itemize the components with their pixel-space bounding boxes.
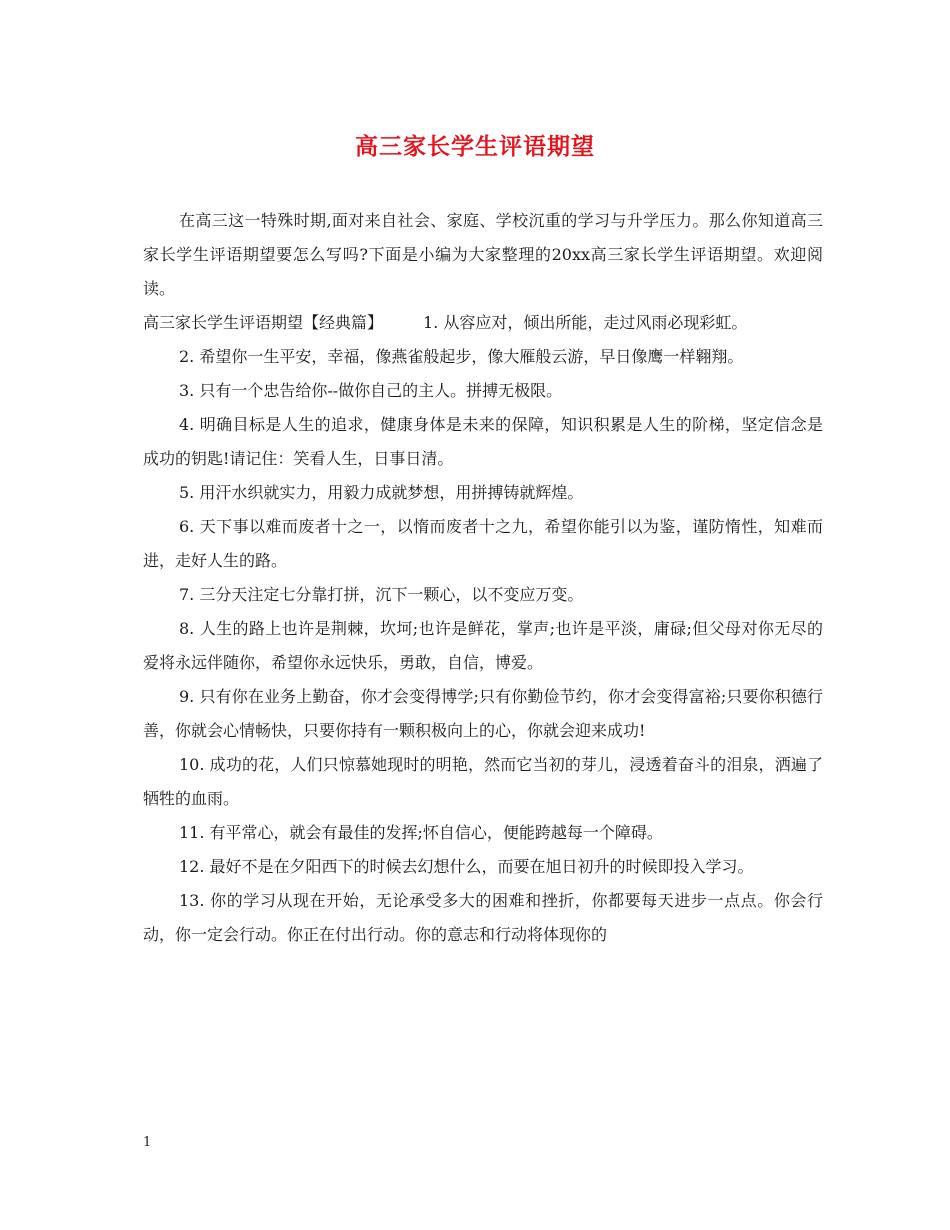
classic-section-paragraph — [143, 306, 823, 340]
section-heading: 高三家长学生评语期望【经典篇】 — [143, 313, 384, 332]
list-item: 5. 用汗水织就实力，用毅力成就梦想，用拼搏铸就辉煌。 — [179, 483, 584, 502]
list-item: 9. 只有你在业务上勤奋，你才会变得博学;只有你勤俭节约，你才会变得富裕;只要你积德行善，你就会心情畅快，只要你持有一颗积极向上的心，你就会迎来成功! — [143, 687, 823, 740]
list-item: 3. 只有一个忠告给你--做你自己的主人。拼搏无极限。 — [179, 381, 563, 400]
list-item: 2. 希望你一生平安，幸福，像燕雀般起步，像大雁般云游，早日像鹰一样翱翔。 — [179, 347, 744, 366]
list-item: 7. 三分天注定七分靠打拼，沉下一颗心，以不变应万变。 — [179, 585, 584, 604]
intro-paragraph: 在高三这一特殊时期,面对来自社会、家庭、学校沉重的学习与升学压力。那么你知道高三家长学生评语期望要怎么写吗?下面是小编为大家整理的20xx高三家长学生评语期望。欢迎阅读。 — [143, 211, 823, 298]
list-item: 1. 从容应对，倾出所能，走过风雨必现彩虹。 — [423, 313, 748, 332]
list-item: 12. 最好不是在夕阳西下的时候去幻想什么，而要在旭日初升的时候即投入学习。 — [179, 857, 754, 876]
list-item: 8. 人生的路上也许是荆棘，坎坷;也许是鲜花，掌声;也许是平淡，庸碌;但父母对你无尽的爱将永远伴随你，希望你永远快乐，勇敢，自信，博爱。 — [143, 619, 823, 672]
list-item: 4. 明确目标是人生的追求，健康身体是未来的保障，知识积累是人生的阶梯，坚定信念是成功的钥匙!请记住：笑看人生，日事日清。 — [143, 415, 823, 468]
list-item: 6. 天下事以难而废者十之一，以惰而废者十之九，希望你能引以为鉴，谨防惰性，知难而进，走好人生的路。 — [143, 517, 823, 570]
list-item: 13. 你的学习从现在开始，无论承受多大的困难和挫折，你都要每天进步一点点。你会行动，你一定会行动。你正在付出行动。你的意志和行动将体现你的 — [143, 891, 823, 944]
list-item: 11. 有平常心，就会有最佳的发挥;怀自信心，便能跨越每一个障碍。 — [179, 823, 663, 842]
page-number: 1 — [143, 1135, 152, 1150]
list-item: 10. 成功的花，人们只惊慕她现时的明艳，然而它当初的芽儿，浸透着奋斗的泪泉，洒遍了牺牲的血雨。 — [143, 755, 823, 808]
document-body — [143, 204, 823, 952]
document-title: 高三家长学生评语期望 — [355, 133, 595, 160]
